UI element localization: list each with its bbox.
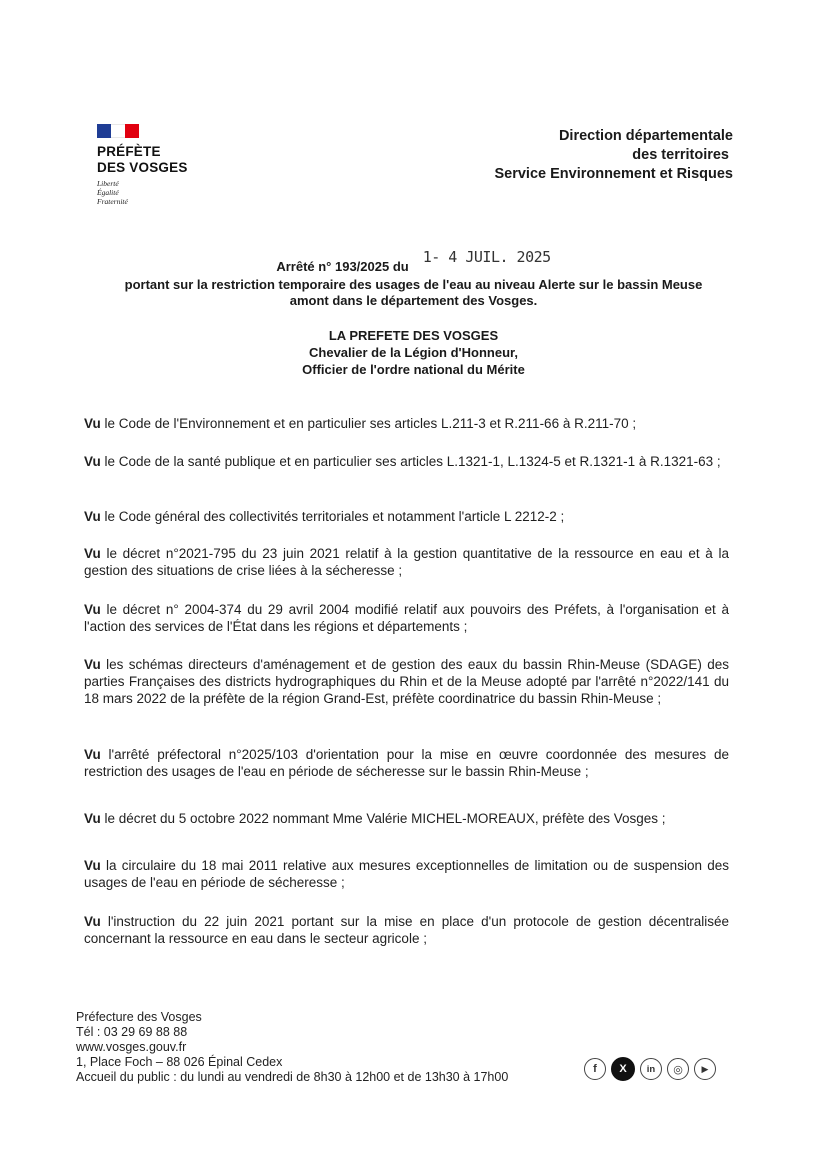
vu-label: Vu [84, 509, 101, 524]
consideration-text: l'instruction du 22 juin 2021 portant sur la mise en place d'un protocole de gestion décentralisée concernant la ressource en eau dans le secteur agricole ; [84, 914, 729, 946]
consideration-text: l'arrêté préfectoral n°2025/103 d'orientation pour la mise en œuvre coordonnée des mesures de restriction des usages de l'eau en période de sécheresse sur le bassin Rhin-Meuse ; [84, 747, 729, 779]
authority-line1: LA PREFETE DES VOSGES [328, 328, 499, 343]
logo-title [97, 144, 227, 176]
vu-label: Vu [84, 914, 101, 929]
consideration-appointment [84, 810, 729, 827]
footer-address: 1, Place Foch – 88 026 Épinal Cedex [76, 1055, 283, 1069]
social-links [584, 1058, 716, 1081]
vu-label: Vu [84, 811, 101, 826]
consideration-circular [84, 857, 729, 891]
authority-line3: Officier de l'ordre national du Mérite [302, 362, 525, 377]
footer-phone: Tél : 03 29 69 88 88 [76, 1025, 188, 1039]
vu-label: Vu [84, 546, 101, 561]
consideration-text: la circulaire du 18 mai 2011 relative aux mesures exceptionnelles de limitation ou de suspension des usages de l'eau en période de sécheresse ; [84, 858, 729, 890]
instagram-icon[interactable]: ◎ [667, 1058, 689, 1080]
logo-title-line2: DES VOSGES [97, 160, 188, 175]
vu-label: Vu [84, 747, 101, 762]
issuer-block [494, 127, 733, 184]
consideration-decree-2021 [84, 545, 729, 579]
issuer-line2: des territoires [632, 147, 729, 163]
motto-liberte: Liberté [97, 179, 119, 188]
issuer-line1: Direction départementale [558, 128, 733, 144]
consideration-prefectoral-order [84, 746, 729, 780]
consideration-collectivities-code [84, 508, 729, 525]
x-icon[interactable]: X [611, 1057, 635, 1081]
consideration-text: le Code de l'Environnement et en particulier ses articles L.211-3 et R.211-66 à R.211-70 ; [100, 416, 637, 431]
vu-label: Vu [84, 454, 101, 469]
authority-line2: Chevalier de la Légion d'Honneur, [309, 345, 518, 360]
consideration-text: le Code général des collectivités territoriales et notamment l'article L 2212-2 ; [100, 509, 565, 524]
consideration-decree-2004 [84, 601, 729, 635]
linkedin-icon[interactable]: in [640, 1058, 662, 1080]
consideration-text: le décret n°2021-795 du 23 juin 2021 relatif à la gestion quantitative de la ressource en eau et à la gestion des situations de crise liées à la sécheresse ; [84, 546, 729, 578]
consideration-env-code [84, 415, 729, 432]
footer-website[interactable]: www.vosges.gouv.fr [76, 1040, 187, 1054]
date-stamp: 1- 4 JUIL. 2025 [422, 248, 551, 266]
logo-motto [97, 179, 227, 206]
youtube-icon[interactable]: ▶ [694, 1058, 716, 1080]
consideration-health-code [84, 453, 729, 470]
french-flag-icon [97, 124, 139, 138]
decree-subject-line1: portant sur la restriction temporaire des usages de l'eau au niveau Alerte sur le bassin Meuse [124, 277, 703, 292]
consideration-text: le décret n° 2004-374 du 29 avril 2004 modifié relatif aux pouvoirs des Préfets, à l'organisation et à l'action des services de l'État dans les régions et départements ; [84, 602, 729, 634]
consideration-text: le Code de la santé publique et en particulier ses articles L.1321-1, L.1324-5 et R.1321-1 à R.1321-63 ; [100, 454, 721, 469]
footer-org: Préfecture des Vosges [76, 1010, 202, 1024]
consideration-text: les schémas directeurs d'aménagement et de gestion des eaux du bassin Rhin-Meuse (SDAGE) des parties Françaises des districts hydrographiques du Rhin et de la Meuse adopté par l'arrêté n°2022/141 du 18 mars 2022 de la préfète de la région Grand-Est, préfète coordinatrice du bassin Rhin-Meuse ; [84, 657, 729, 706]
decree-number-line [0, 248, 827, 275]
issuer-line3: Service Environnement et Risques [494, 166, 733, 182]
motto-fraternite: Fraternité [97, 197, 128, 206]
facebook-icon[interactable]: f [584, 1058, 606, 1080]
vu-label: Vu [84, 602, 101, 617]
consideration-instruction [84, 913, 729, 947]
consideration-sdage [84, 656, 729, 707]
vu-label: Vu [84, 858, 101, 873]
footer-contact [76, 1010, 508, 1085]
decree-subject-line2: amont dans le département des Vosges. [289, 293, 538, 308]
motto-egalite: Égalité [97, 188, 119, 197]
vu-label: Vu [84, 416, 101, 431]
consideration-text: le décret du 5 octobre 2022 nommant Mme Valérie MICHEL-MOREAUX, préfète des Vosges ; [100, 811, 666, 826]
prefecture-logo [97, 124, 227, 206]
decree-number: Arrêté n° 193/2025 du [276, 259, 409, 274]
footer-hours: Accueil du public : du lundi au vendredi de 8h30 à 12h00 et de 13h30 à 17h00 [76, 1070, 509, 1084]
logo-title-line1: PRÉFÈTE [97, 144, 161, 159]
vu-label: Vu [84, 657, 101, 672]
